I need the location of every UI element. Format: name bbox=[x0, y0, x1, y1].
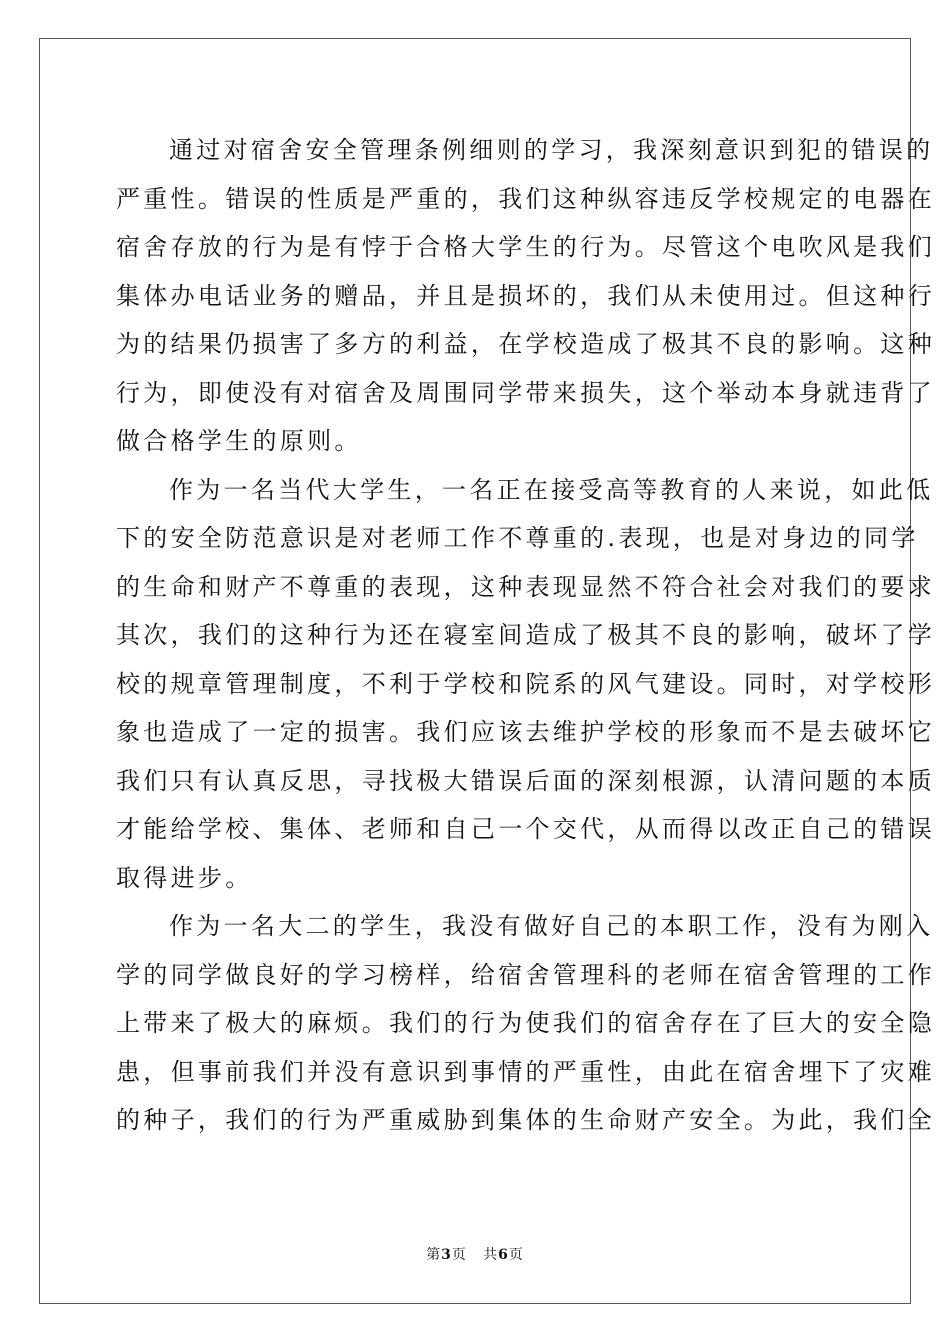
paragraph-3 bbox=[116, 902, 935, 1145]
text-line: 的种子，我们的行为严重威胁到集体的生命财产安全。为此，我们全 bbox=[116, 1106, 935, 1134]
text-line: 宿舍存放的行为是有悖于合格大学生的行为。尽管这个电吹风是我们 bbox=[116, 233, 935, 261]
text-line: 的生命和财产不尊重的表现，这种表现显然不符合社会对我们的要求 bbox=[116, 572, 935, 601]
footer-prefix: 第 bbox=[426, 1247, 442, 1263]
text-line: 患，但事前我们并没有意识到事情的严重性，由此在宿舍埋下了灾难 bbox=[116, 1057, 935, 1086]
paragraph-1 bbox=[116, 126, 935, 466]
paragraph-2 bbox=[116, 466, 935, 903]
text-line: 象也造成了一定的损害。我们应该去维护学校的形象而不是去破坏它 bbox=[116, 718, 935, 746]
footer-page-unit: 页 bbox=[451, 1247, 467, 1263]
text-line: 才能给学校、集体、老师和自己一个交代，从而得以改正自己的错误 bbox=[116, 815, 935, 843]
text-line: 为的结果仍损害了多方的利益，在学校造成了极其不良的影响。这种 bbox=[116, 330, 935, 358]
text-line: 做合格学生的原则。 bbox=[116, 427, 362, 455]
text-line: 我们只有认真反思，寻找极大错误后面的深刻根源，认清问题的本质 bbox=[116, 766, 935, 795]
footer-total-unit: 页 bbox=[508, 1247, 524, 1263]
text-line: 学的同学做良好的学习榜样，给宿舍管理科的老师在宿舍管理的工作 bbox=[116, 960, 935, 989]
current-page-number: 3 bbox=[441, 1247, 452, 1263]
text-line: 下的安全防范意识是对老师工作不尊重的.表现，也是对身边的同学 bbox=[116, 524, 919, 552]
text-line: 行为，即使没有对宿舍及周围同学带来损失，这个举动本身就违背了 bbox=[116, 378, 935, 407]
text-line: 取得进步。 bbox=[116, 863, 253, 892]
document-body bbox=[116, 126, 935, 1145]
text-line: 通过对宿舍安全管理条例细则的学习，我深刻意识到犯的错误的 bbox=[169, 136, 934, 164]
text-line: 上带来了极大的麻烦。我们的行为使我们的宿舍存在了巨大的安全隐 bbox=[116, 1009, 935, 1037]
text-line: 其次，我们的这种行为还在寝室间造成了极其不良的影响，破坏了学 bbox=[116, 621, 935, 649]
text-line: 作为一名大二的学生，我没有做好自己的本职工作，没有为刚入 bbox=[169, 912, 934, 940]
text-line: 严重性。错误的性质是严重的，我们这种纵容违反学校规定的电器在 bbox=[116, 184, 935, 213]
footer-total-prefix: 共 bbox=[483, 1247, 499, 1263]
text-line: 作为一名当代大学生，一名正在接受高等教育的人来说，如此低 bbox=[169, 475, 934, 504]
text-line: 集体办电话业务的赠品，并且是损坏的，我们从未使用过。但这种行 bbox=[116, 281, 935, 310]
text-line: 校的规章管理制度，不利于学校和院系的风气建设。同时，对学校形 bbox=[116, 669, 935, 698]
total-page-number: 6 bbox=[498, 1247, 509, 1263]
page-footer bbox=[0, 1245, 950, 1265]
